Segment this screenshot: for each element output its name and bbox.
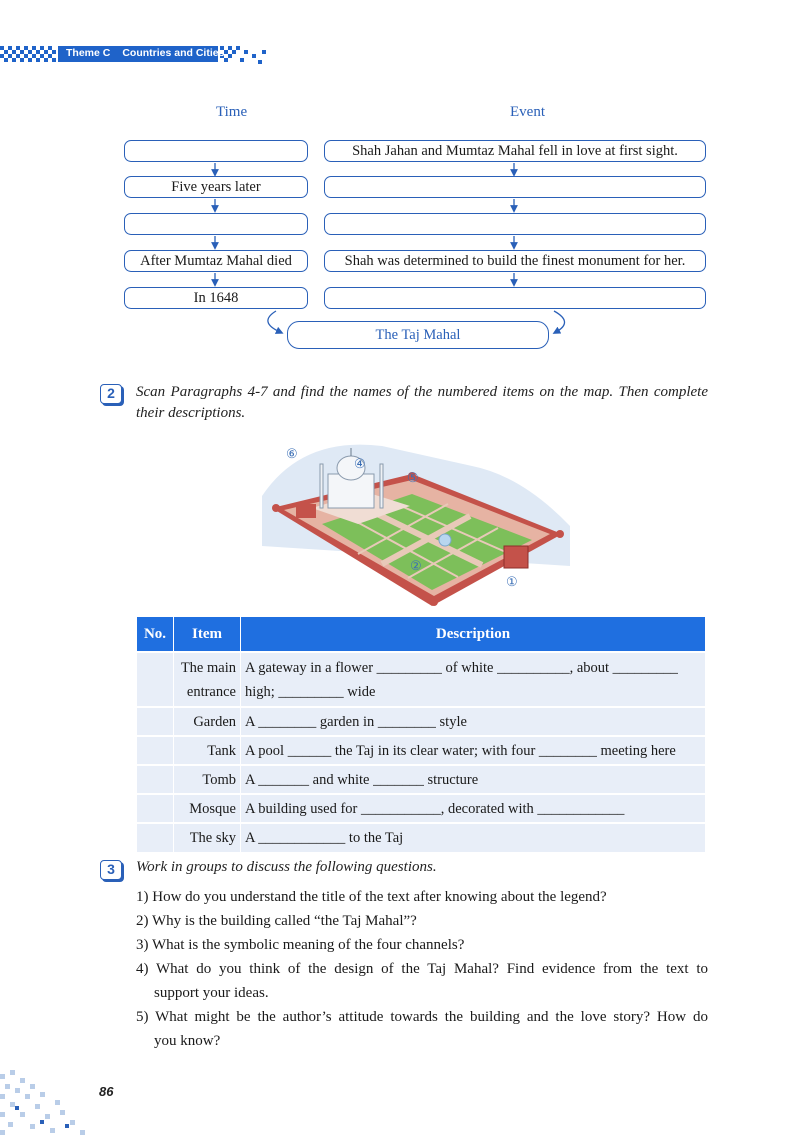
description-cell[interactable]: A ____________ to the Taj [241,823,706,852]
time-heading: Time [216,104,248,120]
item-cell: Mosque [174,794,241,823]
question-4 [136,957,708,1005]
question-text: 1) How do you understand the title of the text after knowing about the legend? [136,889,607,905]
header-title [66,47,236,59]
event-box-3[interactable] [324,213,706,235]
exercise-2-badge: 2 [100,384,122,404]
theme-title: Countries and Cities [122,47,225,59]
time-box-1[interactable] [124,140,308,162]
question-2 [136,909,708,933]
question-text: 3) What is the symbolic meaning of the four channels? [136,937,465,953]
exercise-3-badge: 3 [100,860,122,880]
item-cell: The sky [174,823,241,852]
description-cell[interactable]: A ________ garden in ________ style [241,707,706,736]
items-description-table [137,617,706,852]
description-line: A gateway in a flower _________ of white __________, about _________ [245,659,678,676]
item-cell [174,652,241,707]
row-number-cell[interactable] [137,652,174,707]
result-box: The Taj Mahal [287,321,549,349]
description-cell[interactable] [241,652,706,707]
description-cell[interactable]: A pool ______ the Taj in its clear water; with four ________ meeting here [241,736,706,765]
map-label-2: ② [410,559,422,574]
item-cell: Tank [174,736,241,765]
question-1 [136,885,708,909]
taj-mahal-map-illustration [262,436,570,610]
question-list [136,885,708,1053]
row-number-cell[interactable] [137,707,174,736]
page-number: 86 [99,1084,114,1099]
event-box-5[interactable] [324,287,706,309]
item-line: entrance [186,683,236,700]
item-line: The main [180,659,236,676]
col-header-description: Description [241,617,706,652]
col-header-item: Item [174,617,241,652]
table-row [137,736,706,765]
event-heading: Event [510,104,545,120]
row-number-cell[interactable] [137,823,174,852]
row-number-cell[interactable] [137,736,174,765]
table-row [137,794,706,823]
table-row [137,707,706,736]
map-label-4: ④ [354,457,366,472]
description-cell[interactable]: A building used for ___________, decorated with ____________ [241,794,706,823]
col-header-no: No. [137,617,174,652]
question-text-cont: support your ideas. [154,985,269,1001]
question-text: 2) Why is the building called “the Taj Mahal”? [136,913,417,929]
map-label-6: ⑥ [286,447,298,462]
question-text-cont: you know? [154,1033,221,1049]
exercise-3-instruction: Work in groups to discuss the following questions. [136,859,437,875]
table-row [137,823,706,852]
event-box-1[interactable]: Shah Jahan and Mumtaz Mahal fell in love at first sight. [324,140,706,162]
table-row [137,765,706,794]
event-box-4[interactable]: Shah was determined to build the finest monument for her. [324,250,706,272]
row-number-cell[interactable] [137,765,174,794]
map-label-5: ⑤ [407,471,419,486]
time-box-4[interactable]: After Mumtaz Mahal died [124,250,308,272]
footer-pixel-pattern [0,1070,110,1138]
theme-label: Theme C [66,47,111,59]
question-text: 5) What might be the author’s attitude towards the building and the love story? How do [136,1009,708,1025]
question-5 [136,1005,708,1053]
time-box-5[interactable]: In 1648 [124,287,308,309]
exercise-2-instruction: Scan Paragraphs 4-7 and find the names of the numbered items on the map. Then complete their descriptions. [136,384,708,421]
item-cell: Tomb [174,765,241,794]
map-label-1: ① [506,575,518,590]
question-text: 4) What do you think of the design of the Taj Mahal? Find evidence from the text to [136,961,708,977]
row-number-cell[interactable] [137,794,174,823]
description-line: high; _________ wide [245,683,376,700]
item-cell: Garden [174,707,241,736]
event-box-2[interactable] [324,176,706,198]
question-3 [136,933,708,957]
description-cell[interactable]: A _______ and white _______ structure [241,765,706,794]
time-box-2[interactable]: Five years later [124,176,308,198]
time-box-3[interactable] [124,213,308,235]
table-row [137,652,706,707]
